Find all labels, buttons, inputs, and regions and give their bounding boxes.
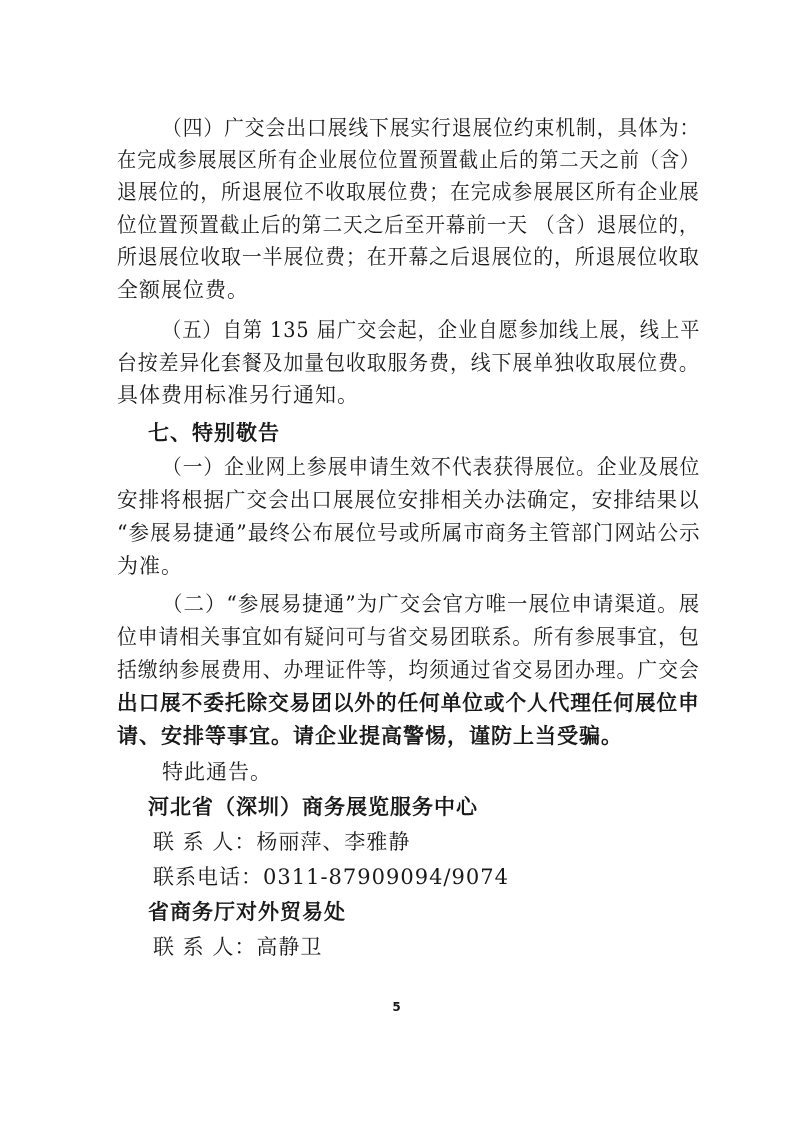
page-number: 5 bbox=[392, 1000, 401, 1014]
closing-text: 特此通告。 bbox=[162, 760, 272, 784]
contact-org-1: 河北省（深圳）商务展览服务中心 bbox=[148, 795, 478, 819]
section5-line3: 具体费用标准另行通知。 bbox=[117, 383, 359, 407]
section4-line3: 退展位的，所退展位不收取展位费；在完成参展展区所有企业展 bbox=[117, 180, 700, 204]
notice1-line2: 安排将根据广交会出口展展位安排相关办法确定，安排结果以 bbox=[117, 488, 700, 512]
section4-line1: （四）广交会出口展线下展实行退展位约束机制，具体为： bbox=[162, 116, 701, 140]
notice1-line1: （一）企业网上参展申请生效不代表获得展位。企业及展位 bbox=[162, 455, 701, 479]
section4-line6: 全额展位费。 bbox=[117, 278, 249, 302]
notice2-line3: 括缴纳参展费用、办理证件等，均须通过省交易团办理。广交会 bbox=[117, 658, 700, 682]
section4-line4: 位位置预置截止后的第二天之后至开幕前一天 （含）退展位的， bbox=[117, 213, 700, 237]
contact-org-2: 省商务厅对外贸易处 bbox=[148, 900, 346, 924]
notice1-line4: 为准。 bbox=[117, 554, 183, 578]
section-heading-7: 七、特别敬告 bbox=[148, 421, 280, 445]
notice2-line4: 出口展不委托除交易团以外的任何单位或个人代理任何展位申 bbox=[117, 690, 700, 715]
section5-line2: 台按差异化套餐及加量包收取服务费，线下展单独收取展位费。 bbox=[117, 351, 700, 375]
notice2-line2: 位申请相关事宜如有疑问可与省交易团联系。所有参展事宜，包 bbox=[117, 625, 700, 649]
section4-line2: 在完成参展展区所有企业展位位置预置截止后的第二天之前（含） bbox=[117, 148, 701, 172]
contact-phone-1: 联系电话：0311-87909094/9074 bbox=[153, 865, 509, 889]
notice1-line3: “参展易捷通”最终公布展位号或所属市商务主管部门网站公示 bbox=[117, 521, 701, 545]
section4-line5: 所退展位收取一半展位费；在开幕之后退展位的，所退展位收取 bbox=[117, 245, 700, 269]
contact-person-1: 联 系 人：杨丽萍、李雅静 bbox=[153, 830, 411, 854]
section5-line1: （五）自第 135 届广交会起，企业自愿参加线上展，线上平 bbox=[162, 318, 701, 342]
contact-person-2: 联 系 人：高静卫 bbox=[153, 935, 323, 959]
notice2-line5: 请、安排等事宜。请企业提高警惕，谨防上当受骗。 bbox=[117, 723, 623, 748]
notice2-line1: （二）“参展易捷通”为广交会官方唯一展位申请渠道。展 bbox=[162, 592, 701, 616]
